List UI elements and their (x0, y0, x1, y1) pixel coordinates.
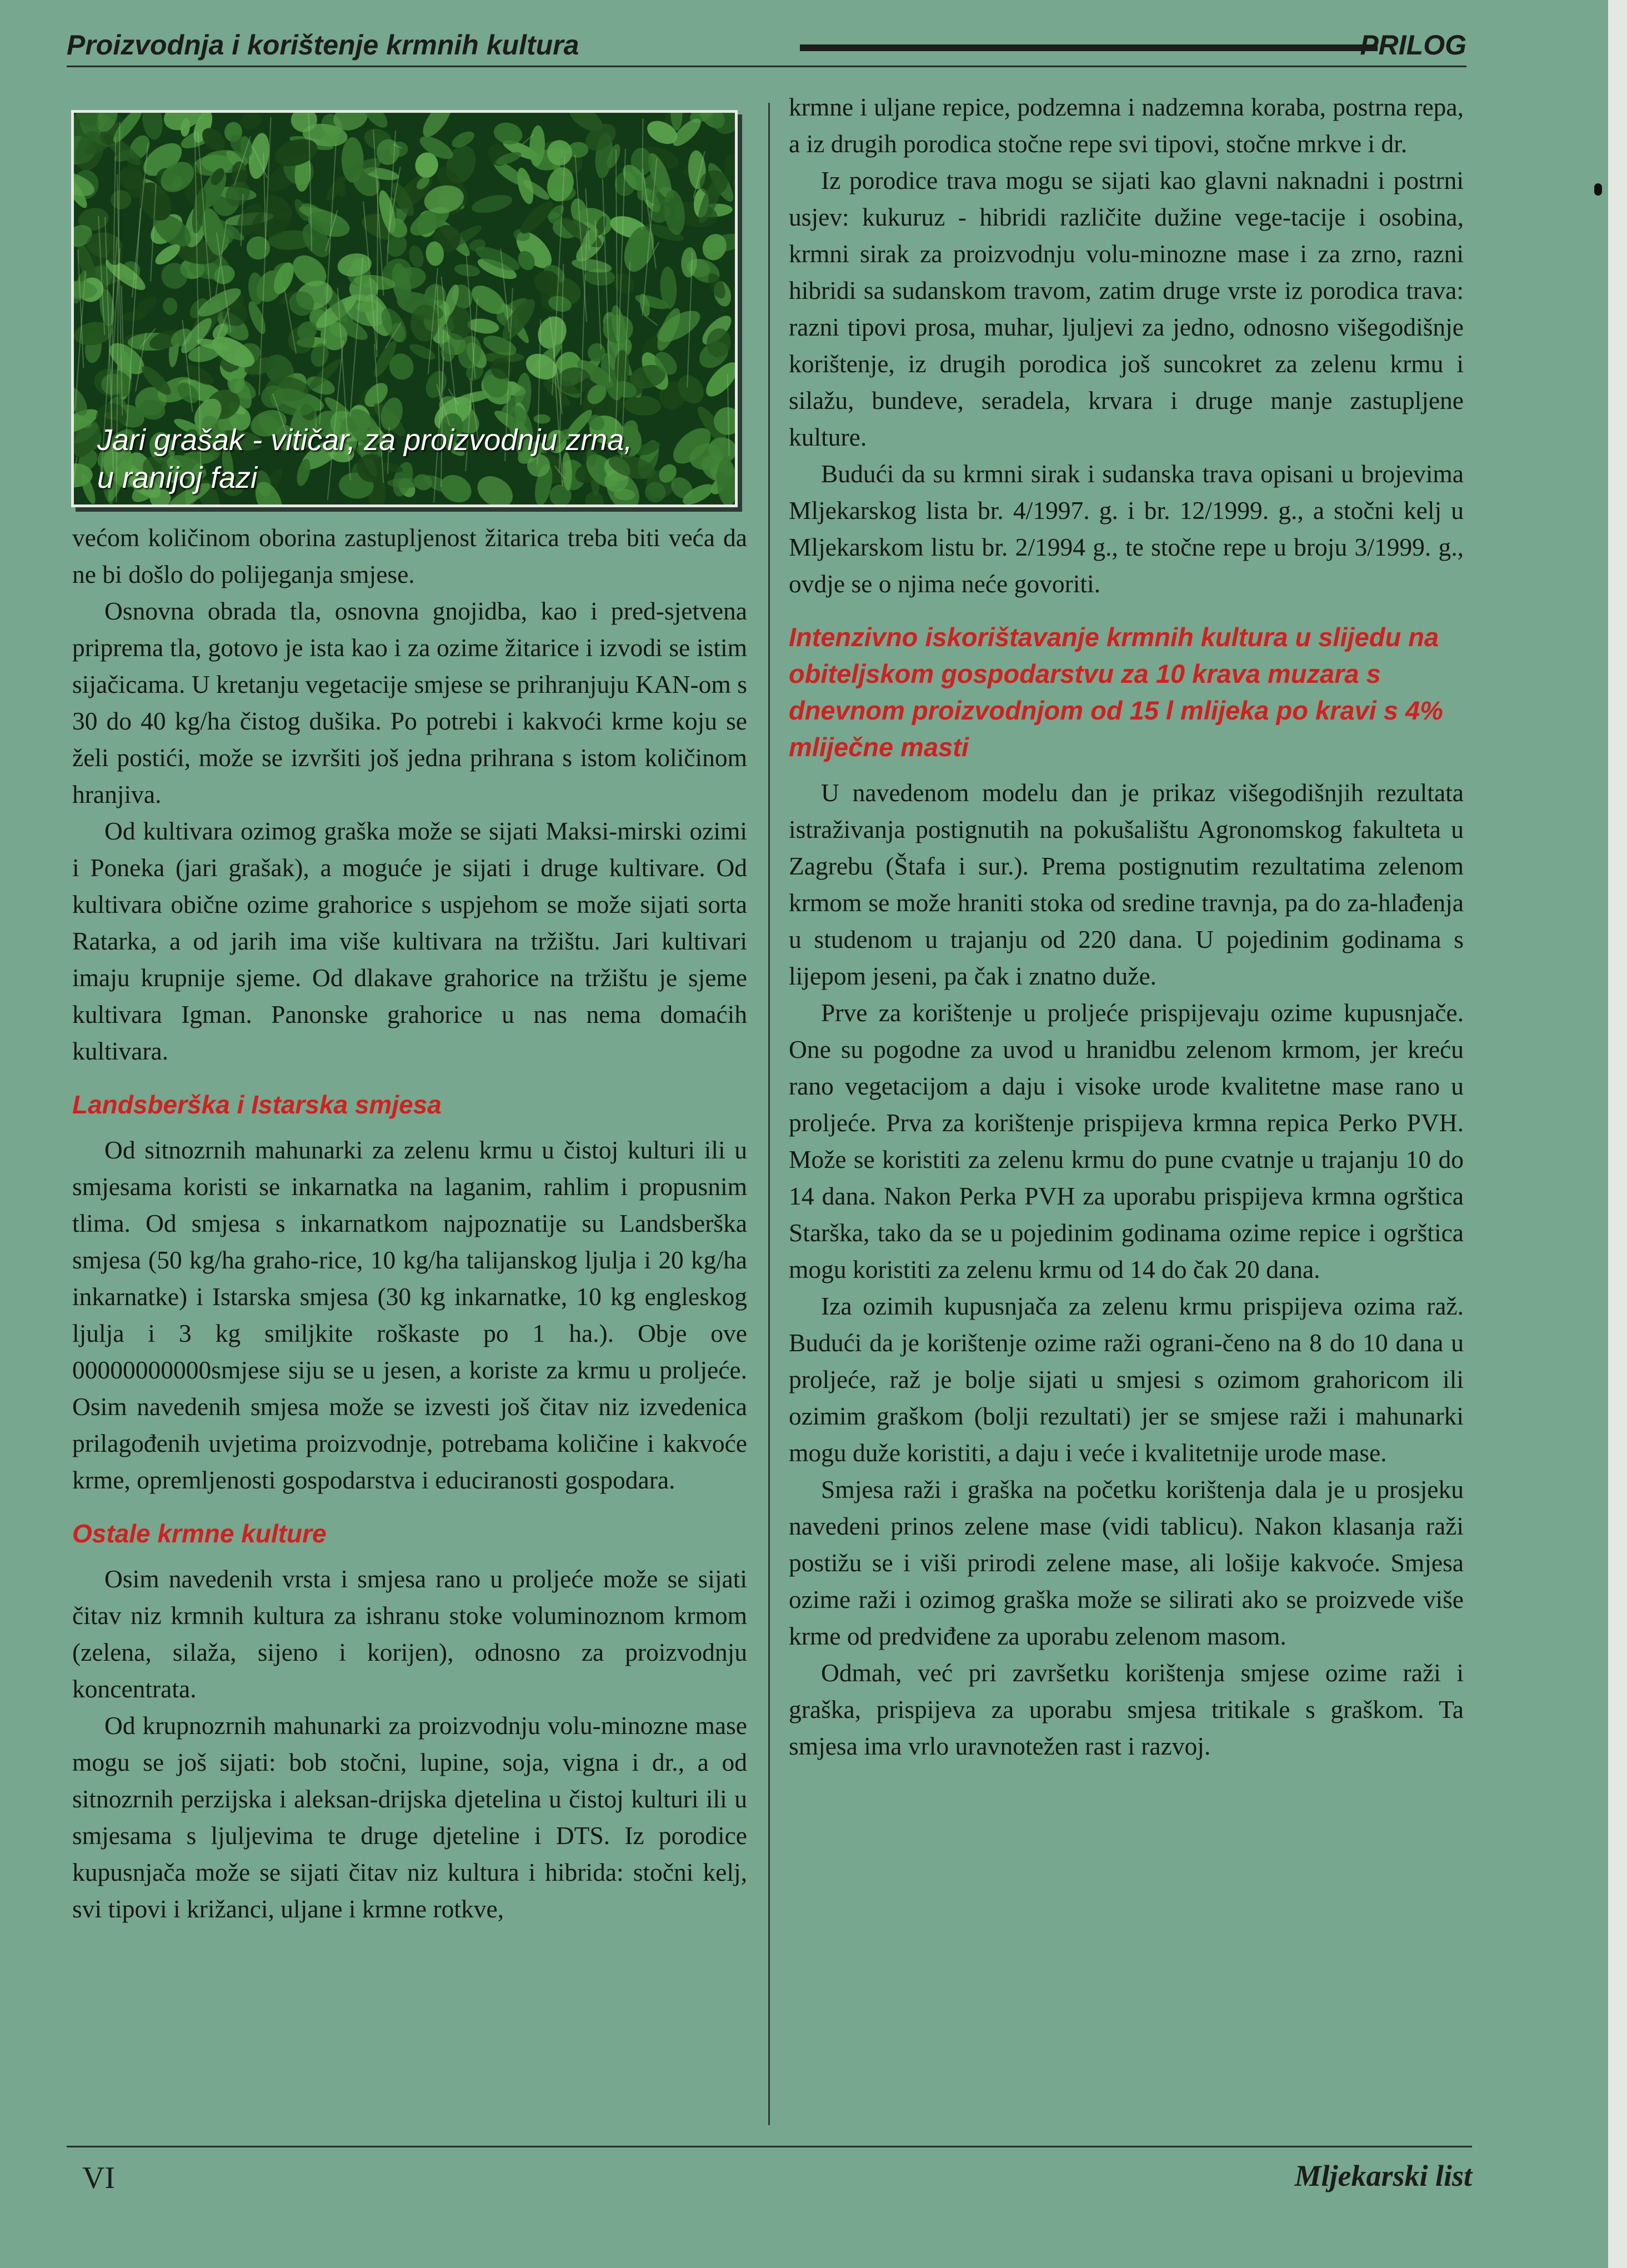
paragraph: Od sitnozrnih mahunarki za zelenu krmu u čistoj kulturi ili u smjesama koristi se inkarnatka na laganim, rahlim i propusnim tlima. Od smjesa s inkarnatkom najpoznatije su Landsberška smjesa (50 kg/ha graho-rice, 10 kg/ha talijanskog ljulja i 20 kg/ha inkarnatke) i Istarska smjesa (30 kg inkarnatke, 10 kg engleskog ljulja i 3 kg smiljkite roškaste po 1 ha.). Obje ove 00000000000smjese siju se u jesen, a koriste za krmu u proljeće. Osim navedenih smjesa može se izvesti još čitav niz izvedenica prilagođenih uvjetima proizvodnje, potrebama količine i kakvoće krme, opremljenosti gospodarstva i educiranosti gospodara. (72, 1136, 747, 1494)
section-heading: Intenzivno iskorištavanje krmnih kultura u slijedu na obiteljskom gospodarstvu za 10 krava muzara s dnevnom proizvodnjom od 15 l mlijeka po kravi s 4% mliječne masti (789, 622, 1443, 762)
photo-caption-line-2: u ranijoj fazi (97, 461, 258, 494)
photo-caption (97, 421, 719, 497)
page-header (67, 29, 1466, 62)
section-label: PRILOG (1360, 29, 1466, 61)
paragraph: Osim navedenih vrsta i smjesa rano u proljeće može se sijati čitav niz krmnih kultura za ishranu stoke voluminoznom krmom (zelena, silaža, sijeno i korijen), odnosno za proizvodnju koncentrata. (72, 1565, 747, 1703)
publication-name: Mljekarski list (1294, 2159, 1472, 2192)
header-rule (800, 44, 1378, 51)
paragraph: U navedenom modelu dan je prikaz višegodišnjih rezultata istraživanja postignutih na pokušalištu Agronomskog fakulteta u Zagrebu (Štafa i sur.). Prema postignutim rezultatima zelenom krmom se može hraniti stoka od sredine travnja, pa do za-hlađenja u studenom u trajanju od 220 dana. U pojedinim godinama s lijepom jeseni, pa čak i znatno duže. (789, 778, 1464, 990)
left-column (72, 519, 747, 1927)
column-divider (768, 103, 770, 2125)
paragraph: Iza ozimih kupusnjača za zelenu krmu prispijeva ozima raž. Budući da je korištenje ozime raži ograni-čeno na 8 do 10 dana u proljeće, raž je bolje sijati u smjesi s ozimom grahoricom ili ozimim graškom (bolji rezultati) jer se smjese raži i mahunarki mogu duže koristiti, a daju i veće i kvalitetnije urode mase. (789, 1292, 1464, 1467)
photo-pea-field (71, 110, 738, 507)
photo-caption-line-1: Jari grašak - vitičar, za proizvodnju zrna, (97, 423, 633, 457)
paragraph: krmne i uljane repice, podzemna i nadzemna koraba, postrna repa, a iz drugih porodica stočne repe svi tipovi, stočne mrkve i dr. (789, 93, 1464, 158)
footer-rule (67, 2146, 1472, 2147)
scan-margin (1608, 0, 1627, 2268)
margin-mark (1594, 183, 1602, 196)
page-number: VI (82, 2161, 116, 2195)
section-heading: Ostale krmne kulture (72, 1519, 327, 1548)
paragraph: Od krupnozrnih mahunarki za proizvodnju volu-minozne mase mogu se još sijati: bob stočni, lupine, soja, vigna i dr., a od sitnozrnih perzijska i aleksan-drijska djetelina u čistoj kulturi ili u smjesama s ljuljevima te druge djeteline i DTS. Iz porodice kupusnjača može se sijati čitav niz kultura i hibrida: stočni kelj, svi tipovi i križanci, uljane i krmne rotkve, (72, 1711, 747, 1923)
paragraph: većom količinom oborina zastupljenost žitarica treba biti veća da ne bi došlo do polijeganja smjese. (72, 523, 747, 588)
paragraph: Odmah, već pri završetku korištenja smjese ozime raži i graška, prispijeva za uporabu smjesa tritikale s graškom. Ta smjesa ima vrlo uravnotežen rast i razvoj. (789, 1658, 1464, 1760)
paragraph: Osnovna obrada tla, osnovna gnojidba, kao i pred-sjetvena priprema tla, gotovo je ista kao i za ozime žitarice i izvodi se istim sijačicama. U kretanju vegetacije smjese se prihranjuju KAN-om s 30 do 40 kg/ha čistog dušika. Po potrebi i kakvoći krme koju se želi postići, može se izvršiti još jedna prihrana s istom količinom hranjiva. (72, 597, 747, 808)
header-underline (67, 66, 1466, 67)
paragraph: Smjesa raži i graška na početku korištenja dala je u prosjeku navedeni prinos zelene mase (vidi tablicu). Nakon klasanja raži postižu se i viši prirodi zelene mase, ali lošije kakvoće. Smjesa ozime raži i ozimog graška može se silirati ako se proizvede više krme od predviđene za uporabu zelenom masom. (789, 1475, 1464, 1650)
paragraph: Prve za korištenje u proljeće prispijevaju ozime kupusnjače. One su pogodne za uvod u hranidbu zelenom krmom, jer kreću rano vegetacijom a daju i visoke urode kvalitetne mase rano u proljeće. Prva za korištenje prispijeva krmna repica Perko PVH. Može se koristiti za zelenu krmu do pune cvatnje u trajanju 10 do 14 dana. Nakon Perka PVH za uporabu prispijeva krmna ogrštica Starška, tako da se u pojedinim godinama ozime repice i ogrštica mogu koristiti za zelenu krmu od 14 do čak 20 dana. (789, 998, 1464, 1283)
section-heading: Landsberška i Istarska smjesa (72, 1090, 442, 1119)
right-column (789, 89, 1464, 1765)
paragraph: Iz porodice trava mogu se sijati kao glavni naknadni i postrni usjev: kukuruz - hibridi različite dužine vege-tacije i osobina, krmni sirak za proizvodnju volu-minozne mase i za zrno, razni hibridi sa sudanskom travom, zatim druge vrste iz porodica trava: razni tipovi prosa, muhar, ljuljevi za jedno, odnosno višegodišnje korištenje, iz drugih porodica još suncokret za zelenu krmu i silažu, bundeve, seradela, krvara i druge manje zastupljene kulture. (789, 166, 1464, 451)
paragraph: Budući da su krmni sirak i sudanska trava opisani u brojevima Mljekarskog lista br. 4/1997. g. i br. 12/1999. g., a stočni kelj u Mljekarskom listu br. 2/1994 g., te stočne repe u broju 3/1999. g., ovdje se o njima neće govoriti. (789, 459, 1464, 598)
paragraph: Od kultivara ozimog graška može se sijati Maksi-mirski ozimi i Poneka (jari grašak), a moguće je sijati i druge kultivare. Od kultivara obične ozime grahorice s uspjehom se može sijati sorta Ratarka, a od jarih ima više kultivara na tržištu. Jari kultivari imaju krupnije sjeme. Od dlakave grahorice na tržištu je sjeme kultivara Igman. Panonske grahorice u nas nema domaćih kultivara. (72, 817, 747, 1065)
section-title: Proizvodnja i korištenje krmnih kultura (67, 29, 579, 61)
